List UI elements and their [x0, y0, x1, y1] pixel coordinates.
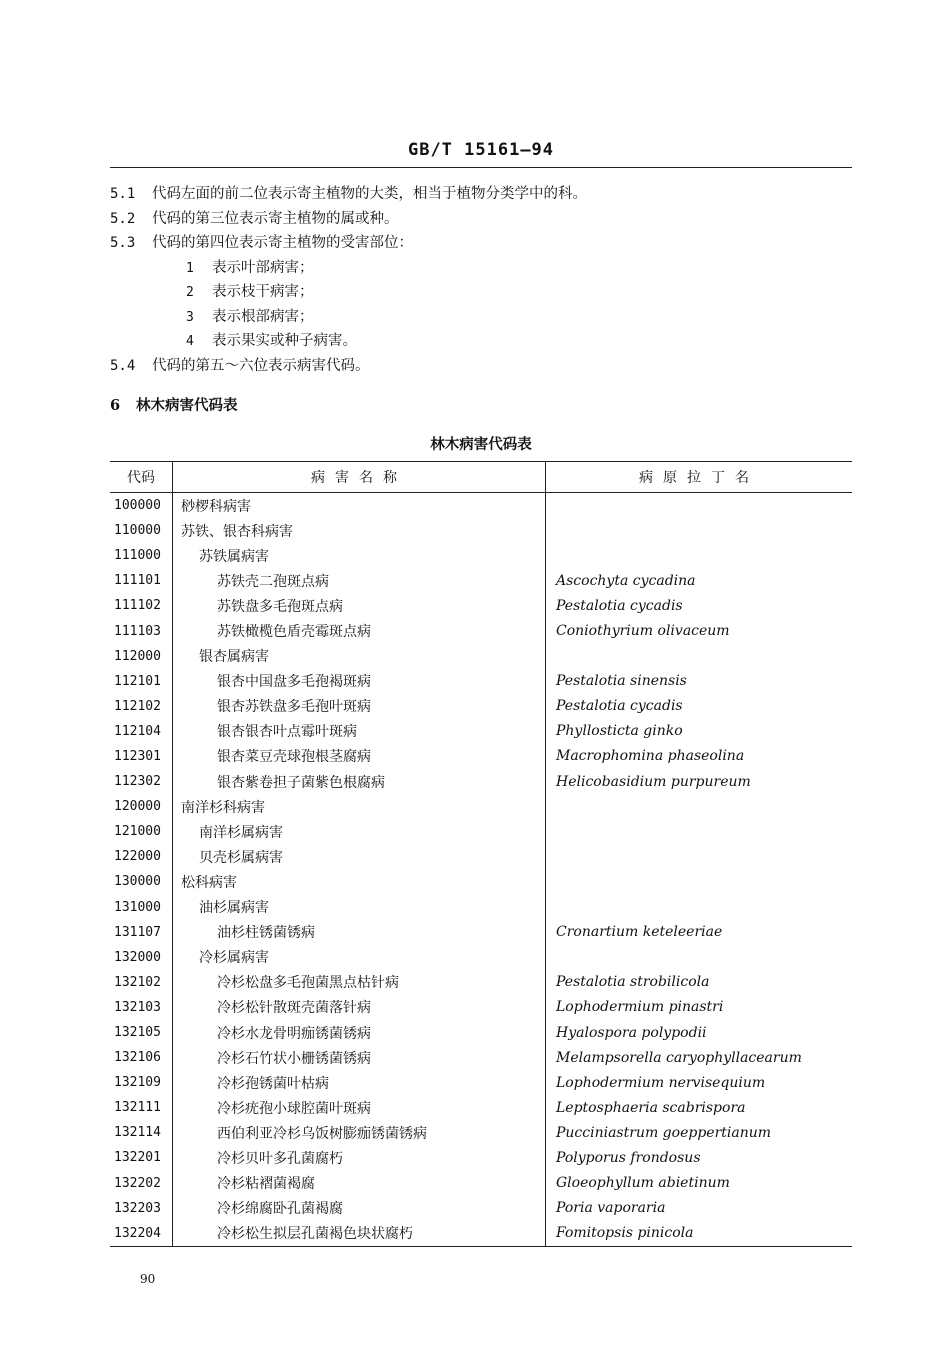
row-disease-name: 苏铁盘多毛孢斑点病: [173, 593, 546, 618]
row-pathogen-latin: Poria vaporaria: [556, 1200, 666, 1217]
row-code: 132203: [110, 1196, 173, 1221]
row-code: 132103: [110, 995, 173, 1020]
header-latin: 病原拉丁名: [546, 462, 853, 493]
row-disease-name: 桫椤科病害: [173, 493, 546, 519]
row-pathogen-latin: Fomitopsis pinicola: [546, 1221, 853, 1247]
row-pathogen-latin: Leptosphaeria scabrispora: [556, 1099, 746, 1116]
row-disease-name: 冷杉属病害: [173, 945, 546, 970]
row-pathogen-latin: Gloeophyllum abietinum: [556, 1175, 730, 1192]
row-pathogen-latin: [546, 844, 853, 869]
row-pathogen-latin: [546, 819, 853, 844]
clause-list: [110, 182, 850, 378]
row-code: 132204: [110, 1221, 173, 1247]
clause-number: 5.1: [110, 186, 136, 202]
disease-code-table: [110, 461, 852, 1247]
row-code: 120000: [110, 794, 173, 819]
clause-5-4: [110, 354, 850, 379]
table-row: [110, 744, 852, 769]
standard-header: GB/T 15161—94: [407, 140, 555, 160]
row-disease-name: 苏铁橄榄色盾壳霉斑点病: [173, 618, 546, 643]
row-code: 111101: [110, 568, 173, 593]
row-code: 131000: [110, 895, 173, 920]
row-pathogen-latin: [546, 945, 853, 970]
sub-item-text: 表示根部病害；: [212, 308, 314, 325]
row-disease-name: 银杏银杏叶点霉叶斑病: [173, 719, 546, 744]
row-code: 132202: [110, 1171, 173, 1196]
row-pathogen-latin: Phyllosticta ginko: [556, 723, 683, 740]
row-pathogen-latin: [546, 543, 853, 568]
sub-item-3: [110, 305, 850, 330]
table-row: [110, 1145, 852, 1170]
row-code: 112102: [110, 694, 173, 719]
table-row: [110, 1045, 852, 1070]
table-title: 林木病害代码表: [430, 436, 532, 453]
sub-item-number: 1: [186, 260, 194, 276]
row-disease-name: 贝壳杉属病害: [173, 844, 546, 869]
row-disease-name: 冷杉松生拟层孔菌褐色块状腐朽: [173, 1221, 546, 1247]
table-row: [110, 920, 852, 945]
row-pathogen-latin: Lophodermium nervisequium: [556, 1074, 766, 1091]
row-code: 112302: [110, 769, 173, 794]
row-pathogen-latin: Pestalotia cycadis: [556, 597, 683, 614]
row-disease-name: 苏铁、银杏科病害: [173, 518, 546, 543]
row-pathogen-latin: [546, 518, 853, 543]
table-row: [110, 518, 852, 543]
row-code: 122000: [110, 844, 173, 869]
row-pathogen-latin: [546, 794, 853, 819]
row-disease-name: 冷杉石竹状小栅锈菌锈病: [173, 1045, 546, 1070]
sub-item-number: 2: [186, 285, 194, 300]
row-code: 112104: [110, 719, 173, 744]
row-code: 132105: [110, 1020, 173, 1045]
sub-item-text: 表示叶部病害；: [212, 259, 314, 276]
table-row: [110, 769, 852, 794]
row-pathogen-latin: Lophodermium pinastri: [556, 999, 724, 1016]
table-body: [110, 493, 852, 1247]
table-row: [110, 618, 852, 643]
clause-number: 5.4: [110, 357, 136, 374]
sub-item-number: 4: [186, 334, 194, 349]
table-row: [110, 1070, 852, 1095]
table-row: [110, 1221, 852, 1247]
row-disease-name: 冷杉贝叶多孔菌腐朽: [173, 1145, 546, 1170]
table-row: [110, 644, 852, 669]
clause-5-1: [110, 182, 850, 207]
table-row: [110, 869, 852, 894]
sub-item-4: [110, 329, 850, 354]
sub-item-2: [110, 280, 850, 305]
clause-5-3: [110, 231, 850, 256]
row-disease-name: 南洋杉属病害: [173, 819, 546, 844]
table-row: [110, 945, 852, 970]
table-row: [110, 543, 852, 568]
row-pathogen-latin: Melampsorella caryophyllacearum: [556, 1049, 802, 1066]
row-code: 111000: [110, 543, 173, 568]
clause-text: 代码左面的前二位表示寄主植物的大类，相当于植物分类学中的科。: [152, 186, 587, 202]
clause-5-2: [110, 207, 850, 232]
table-row: [110, 970, 852, 995]
page-number: 90: [140, 1272, 156, 1286]
table-row: [110, 669, 852, 694]
table-row: [110, 1020, 852, 1045]
row-disease-name: 冷杉疣孢小球腔菌叶斑病: [173, 1095, 546, 1120]
table-row: [110, 568, 852, 593]
row-pathogen-latin: [546, 493, 853, 519]
table-row: [110, 895, 852, 920]
row-disease-name: 苏铁壳二孢斑点病: [173, 568, 546, 593]
clause-number: 5.3: [110, 235, 136, 251]
row-disease-name: 银杏属病害: [173, 644, 546, 669]
row-disease-name: 西伯利亚冷杉乌饭树膨痂锈菌锈病: [173, 1120, 546, 1145]
row-code: 132109: [110, 1070, 173, 1095]
clause-text: 代码的第三位表示寄主植物的属或种。: [152, 210, 399, 227]
row-code: 132106: [110, 1045, 173, 1070]
row-disease-name: 苏铁属病害: [173, 543, 546, 568]
row-code: 112101: [110, 669, 173, 694]
row-disease-name: 油杉属病害: [173, 895, 546, 920]
row-disease-name: 冷杉水龙骨明痂锈菌锈病: [173, 1020, 546, 1045]
table-row: [110, 1095, 852, 1120]
table-row: [110, 819, 852, 844]
header-code: 代码: [110, 462, 173, 493]
sub-item-text: 表示枝干病害；: [212, 284, 314, 300]
section-number: 6: [110, 397, 121, 414]
section-heading: [110, 394, 238, 415]
row-code: 112301: [110, 744, 173, 769]
row-pathogen-latin: Pestalotia sinensis: [556, 673, 687, 690]
row-code: 111102: [110, 593, 173, 618]
row-pathogen-latin: Cronartium keteleeriae: [556, 924, 723, 941]
row-disease-name: 银杏中国盘多毛孢褐斑病: [173, 669, 546, 694]
sub-item-number: 3: [186, 309, 194, 325]
row-pathogen-latin: Coniothyrium olivaceum: [556, 623, 730, 640]
sub-item-1: [110, 256, 850, 281]
table-header-row: [110, 462, 852, 493]
row-disease-name: 冷杉绵腐卧孔菌褐腐: [173, 1196, 546, 1221]
row-code: 100000: [110, 493, 173, 519]
row-code: 132201: [110, 1145, 173, 1170]
table-row: [110, 593, 852, 618]
table-row: [110, 719, 852, 744]
row-disease-name: 银杏菜豆壳球孢根茎腐病: [173, 744, 546, 769]
row-pathogen-latin: Hyalospora polypodii: [556, 1024, 707, 1041]
row-disease-name: 南洋杉科病害: [173, 794, 546, 819]
row-disease-name: 银杏苏铁盘多毛孢叶斑病: [173, 694, 546, 719]
row-code: 121000: [110, 819, 173, 844]
row-code: 110000: [110, 518, 173, 543]
clause-number: 5.2: [110, 210, 136, 227]
row-code: 131107: [110, 920, 173, 945]
row-code: 132000: [110, 945, 173, 970]
row-pathogen-latin: Pestalotia strobilicola: [556, 974, 710, 991]
row-code: 132102: [110, 970, 173, 995]
row-pathogen-latin: Ascochyta cycadina: [556, 572, 696, 589]
row-pathogen-latin: [546, 869, 853, 894]
row-code: 130000: [110, 869, 173, 894]
row-disease-name: 冷杉粘褶菌褐腐: [173, 1171, 546, 1196]
row-disease-name: 冷杉松针散斑壳菌落针病: [173, 995, 546, 1020]
row-code: 132111: [110, 1095, 173, 1120]
table-row: [110, 1171, 852, 1196]
section-title: 林木病害代码表: [136, 397, 238, 414]
header-rule: [110, 167, 852, 168]
table-row: [110, 1196, 852, 1221]
table-row: [110, 794, 852, 819]
row-pathogen-latin: Pestalotia cycadis: [556, 698, 683, 715]
table-row: [110, 493, 852, 519]
row-disease-name: 松科病害: [173, 869, 546, 894]
table-row: [110, 844, 852, 869]
row-disease-name: 银杏紫卷担子菌紫色根腐病: [173, 769, 546, 794]
clause-text: 代码的第四位表示寄主植物的受害部位：: [152, 235, 413, 251]
row-pathogen-latin: [546, 644, 853, 669]
row-disease-name: 油杉柱锈菌锈病: [173, 920, 546, 945]
row-disease-name: 冷杉松盘多毛孢菌黑点枯针病: [173, 970, 546, 995]
row-code: 132114: [110, 1120, 173, 1145]
row-code: 111103: [110, 618, 173, 643]
row-pathogen-latin: Macrophomina phaseolina: [556, 748, 745, 765]
table-row: [110, 995, 852, 1020]
row-pathogen-latin: Polyporus frondosus: [556, 1149, 701, 1166]
clause-text: 代码的第五～六位表示病害代码。: [152, 357, 370, 374]
row-pathogen-latin: Helicobasidium purpureum: [556, 773, 751, 790]
sub-item-text: 表示果实或种子病害。: [212, 333, 357, 349]
row-code: 112000: [110, 644, 173, 669]
row-pathogen-latin: [546, 895, 853, 920]
row-pathogen-latin: Pucciniastrum goeppertianum: [556, 1124, 772, 1141]
table-row: [110, 694, 852, 719]
row-disease-name: 冷杉孢锈菌叶枯病: [173, 1070, 546, 1095]
header-name: 病害名称: [173, 462, 546, 493]
table-row: [110, 1120, 852, 1145]
